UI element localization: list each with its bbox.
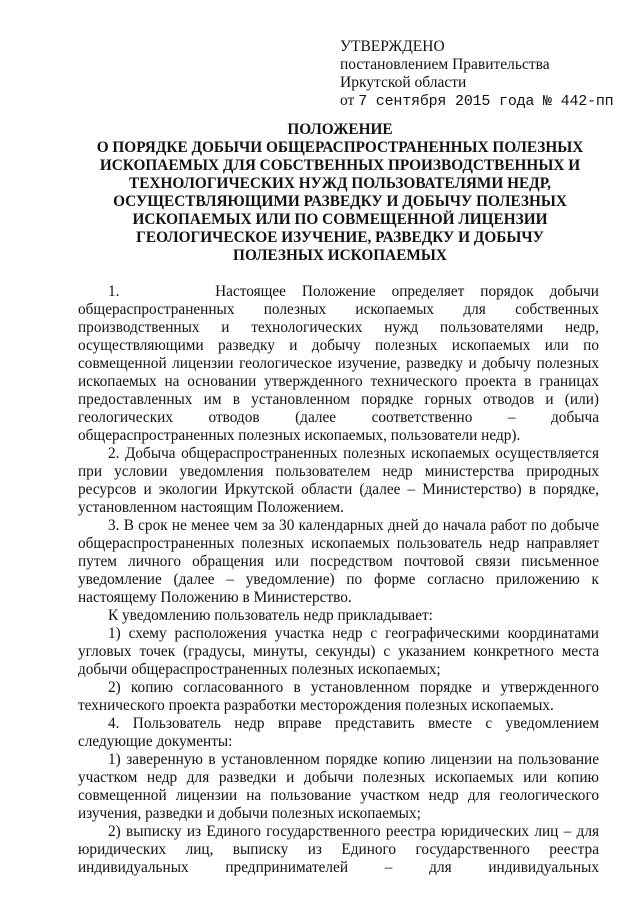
- title-line: ПОЛЕЗНЫХ ИСКОПАЕМЫХ: [233, 247, 447, 264]
- paragraph-6: 2) копию согласованного в установленном порядке и утвержденного технического проекта разработки месторождения полезных ископаемых.: [78, 679, 599, 714]
- title-line: О ПОРЯДКЕ ДОБЫЧИ ОБЩЕРАСПРОСТРАНЕННЫХ ПОЛЕЗНЫХ: [96, 139, 584, 156]
- paragraph-8: 1) заверенную в установленном порядке копию лицензии на пользование участком недр для разведки и добычи полезных ископаемых или копию совмещенной лицензии на пользование участком недр для геологического изучения, разведки и добычи полезных ископаемых;: [78, 751, 599, 822]
- paragraph-4: К уведомлению пользователь недр прикладывает:: [108, 607, 433, 624]
- paragraph-1: 1. Настоящее Положение определяет порядок добычи общераспространенных полезных ископаемых для собственных производственных и технологических нужд пользователями недр, осуществляющими разведку и добычу полезных ископаемых или по совмещенной лицензии геологическое изучение, разведку и добычу полезных ископаемых на основании утвержденного технического проекта в границах предоставленных им в установленном порядке горных отводов и (или) геологических отводов (далее соответственно – добыча общераспространенных полезных ископаемых, пользователи недр).: [78, 283, 599, 444]
- paragraph-9: 2) выписку из Единого государственного реестра юридических лиц – для юридических лиц, выписку из Единого государственного реестра индивидуальных предпринимателей – для индивидуальных: [78, 823, 599, 876]
- title-line: ГЕОЛОГИЧЕСКОЕ ИЗУЧЕНИЕ, РАЗВЕДКУ И ДОБЫЧУ: [136, 229, 544, 246]
- document-title: [40, 121, 640, 265]
- title-line: ИСКОПАЕМЫХ ИЛИ ПО СОВМЕЩЕННОЙ ЛИЦЕНЗИИ: [132, 211, 548, 228]
- title-line: ТЕХНОЛОГИЧЕСКИХ НУЖД ПОЛЬЗОВАТЕЛЯМИ НЕДР,: [129, 175, 551, 192]
- title-line: ПОЛОЖЕНИЕ: [287, 121, 393, 138]
- approval-date-line: [340, 92, 613, 111]
- approval-date-prefix: от: [340, 92, 355, 109]
- document-body: [78, 283, 599, 877]
- approval-block: [340, 38, 613, 111]
- paragraph-2: 2. Добыча общераспространенных полезных ископаемых осуществляется при условии уведомления пользователем недр министерства природных ресурсов и экологии Иркутской области (далее – Министерство) в порядке, установленном настоящим Положением.: [78, 445, 599, 516]
- approval-date-stamp: 7 сентября 2015 года № 442-пп: [358, 93, 614, 110]
- paragraph-7: 4. Пользователь недр вправе представить вместе с уведомлением следующие документы:: [78, 715, 599, 750]
- title-line: ИСКОПАЕМЫХ ДЛЯ СОБСТВЕННЫХ ПРОИЗВОДСТВЕННЫХ И: [99, 157, 581, 174]
- paragraph-3: 3. В срок не менее чем за 30 календарных дней до начала работ по добыче общераспространенных полезных ископаемых пользователь недр направляет путем личного обращения или посредством почтовой связи письменное уведомление (далее – уведомление) по форме согласно приложению к настоящему Положению в Министерство.: [78, 517, 599, 606]
- approval-authority: постановлением Правительства: [340, 56, 550, 73]
- paragraph-5: 1) схему расположения участка недр с географическими координатами угловых точек (градусы, минуты, секунды) с указанием конкретного места добычи общераспространенных полезных ископаемых;: [78, 625, 599, 678]
- title-line: ОСУЩЕСТВЛЯЮЩИМИ РАЗВЕДКУ И ДОБЫЧУ ПОЛЕЗНЫХ: [113, 193, 567, 210]
- approval-status: УТВЕРЖДЕНО: [340, 38, 445, 55]
- approval-region: Иркутской области: [340, 74, 467, 91]
